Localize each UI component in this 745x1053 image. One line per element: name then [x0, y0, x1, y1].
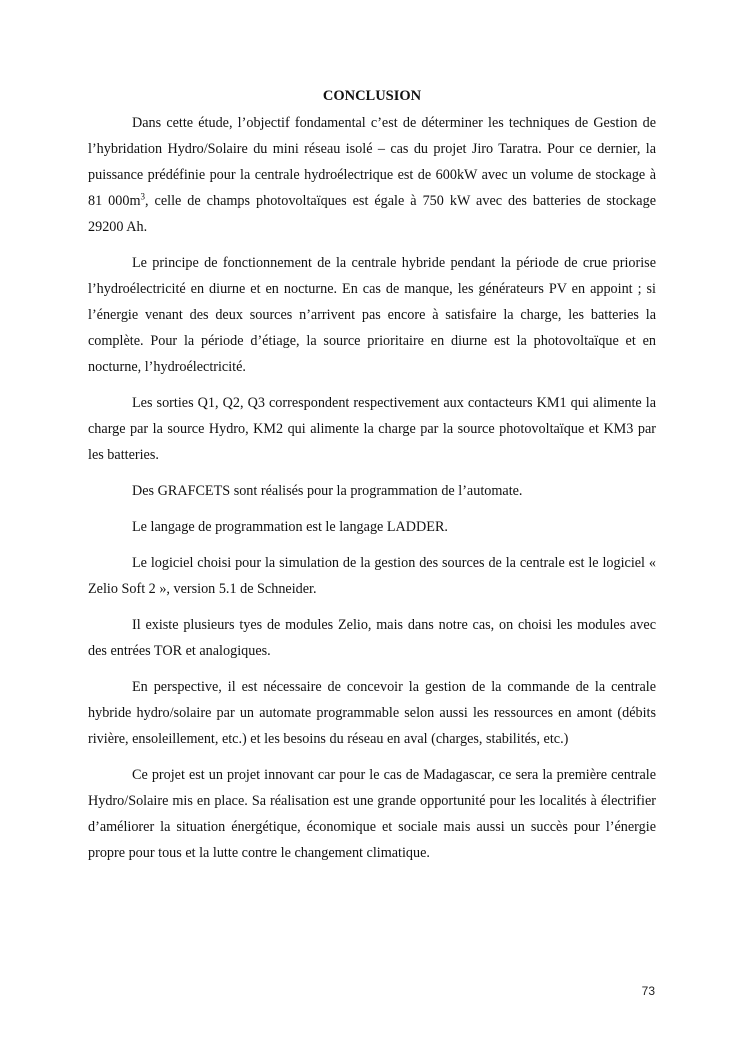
document-page — [88, 86, 656, 876]
paragraph-9: Ce projet est un projet innovant car pour le cas de Madagascar, ce sera la première centrale Hydro/Solaire mis en place. Sa réalisation est une grande opportunité pour les localités à électrifier d’améliorer la situation énergétique, économique et sociale mais aussi un succès pour l’énergie propre pour tous et la lutte contre le changement climatique. — [88, 767, 656, 861]
page-number: 73 — [641, 984, 655, 998]
section-title: CONCLUSION — [322, 88, 422, 104]
paragraph-1-text-b: , celle de champs photovoltaïques est égale à 750 kW avec des batteries de stockage 29200 Ah. — [88, 193, 656, 235]
paragraph-5: Le langage de programmation est le langage LADDER. — [132, 519, 448, 535]
paragraph-8: En perspective, il est nécessaire de concevoir la gestion de la commande de la centrale hybride hydro/solaire par un automate programmable selon aussi les ressources en amont (débits rivière, ensoleillement, etc.) et les besoins du réseau en aval (charges, stabilités, etc.) — [88, 679, 656, 747]
paragraph-2: Le principe de fonctionnement de la centrale hybride pendant la période de crue priorise l’hydroélectricité en diurne et en nocturne. En cas de manque, les générateurs PV en appoint ; si l’énergie venant des deux sources n’arrivent pas encore à satisfaire la charge, les batteries la complète. Pour la période d’étiage, la source prioritaire en diurne est la photovoltaïque et en nocturne, l’hydroélectricité. — [88, 255, 656, 375]
paragraph-7: Il existe plusieurs tyes de modules Zelio, mais dans notre cas, on choisi les modules avec des entrées TOR et analogiques. — [88, 617, 656, 659]
paragraph-4: Des GRAFCETS sont réalisés pour la programmation de l’automate. — [132, 483, 523, 499]
paragraph-3: Les sorties Q1, Q2, Q3 correspondent respectivement aux contacteurs KM1 qui alimente la charge par la source Hydro, KM2 qui alimente la charge par la source photovoltaïque et KM3 par les batteries. — [88, 395, 656, 463]
superscript-3: 3 — [140, 191, 145, 202]
paragraph-1 — [88, 110, 656, 240]
paragraph-1-text-a: Dans cette étude, l’objectif fondamental c’est de déterminer les techniques de Gestion de l’hybridation Hydro/Solaire du mini réseau isolé – cas du projet Jiro Taratra. Pour ce dernier, la puissance prédéfinie pour la centrale hydroélectrique est de 600kW avec un volume de stockage à 81 000m — [88, 115, 656, 209]
paragraph-6: Le logiciel choisi pour la simulation de la gestion des sources de la centrale est le logiciel « Zelio Soft 2 », version 5.1 de Schneider. — [88, 555, 656, 597]
